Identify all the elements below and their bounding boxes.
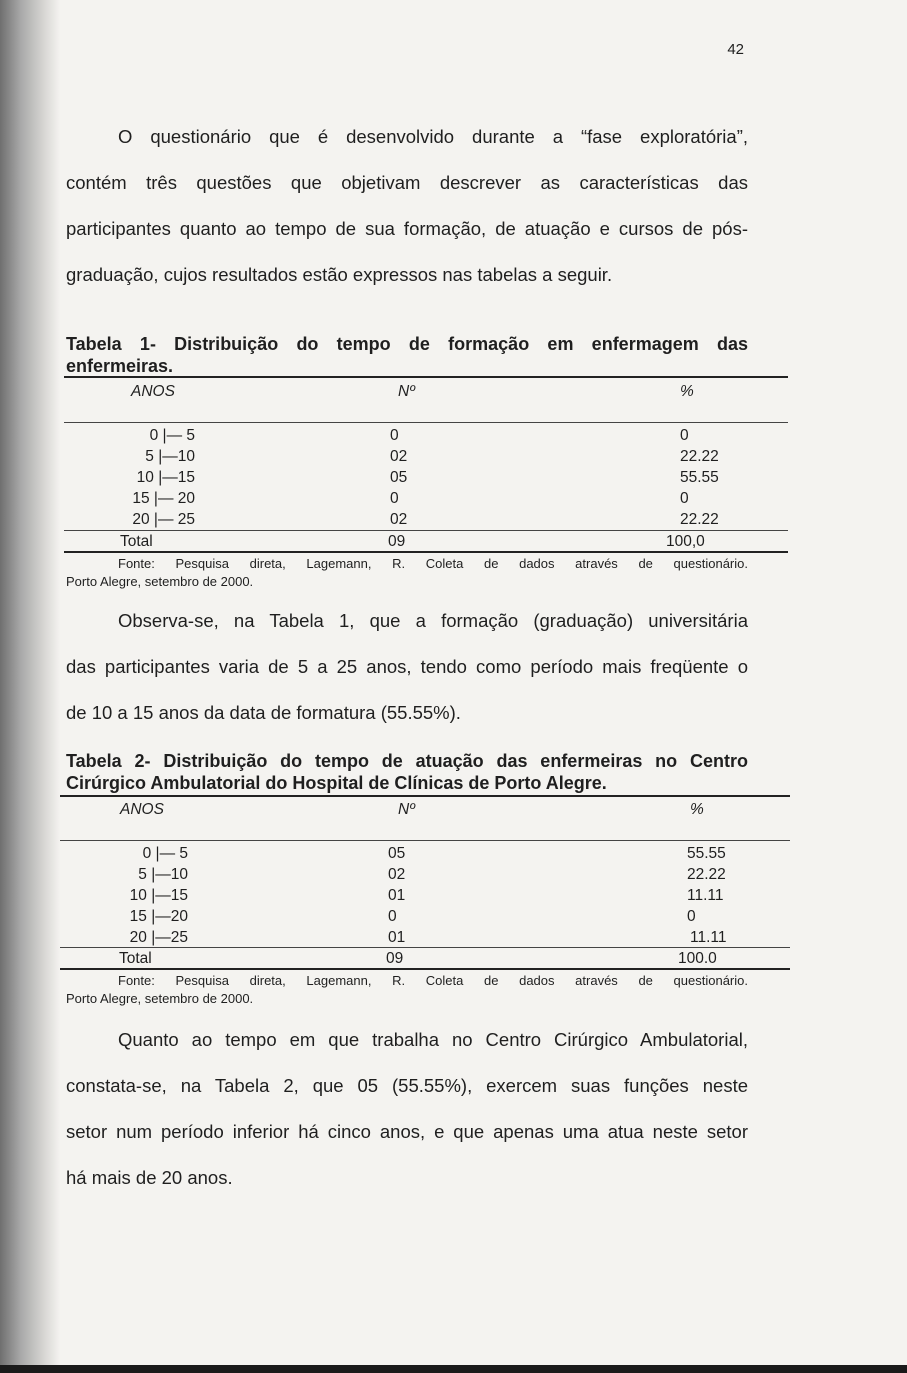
table2-cell-pct: 11.11 [687, 887, 724, 904]
table2-total-n: 09 [386, 950, 404, 967]
table1-total-label: Total [120, 533, 153, 550]
table1-header-rule [64, 422, 788, 423]
table1-cell-anos: 15 |— 20 [132, 490, 195, 507]
table2-source: Fonte: Pesquisa direta, Lagemann, R. Coleta de dados através de questionário. Porto Alegre, setembro de 2000. [66, 973, 748, 1006]
table2-cell-anos: 10 |—15 [129, 887, 188, 904]
paragraph-line: O questionário que é desenvolvido durante a “fase exploratória”, [118, 126, 748, 147]
table2-total-pct: 100.0 [678, 950, 717, 967]
table1-header-n: Nº [398, 383, 415, 400]
table1-title: Tabela 1- Distribuição do tempo de formação em enfermagem das enfermeiras. [66, 334, 748, 376]
table2-cell-n: 05 [388, 845, 406, 862]
table2-cell-n: 0 [388, 908, 397, 925]
paragraph-line: constata-se, na Tabela 2, que 05 (55.55%), exercem suas funções neste [66, 1075, 748, 1096]
paragraph-line: Observa-se, na Tabela 1, que a formação (graduação) universitária [118, 610, 748, 631]
table1-cell-anos: 5 |—10 [145, 448, 195, 465]
table1-header-pct: % [680, 383, 694, 400]
table1-cell-n: 05 [390, 469, 408, 486]
table2-bottom-rule [60, 968, 790, 970]
table1-header-anos: ANOS [131, 383, 175, 400]
analysis-paragraph-2 [66, 1017, 748, 1201]
table1-cell-pct: 55.55 [680, 469, 719, 486]
table2-cell-anos: 20 |—25 [129, 929, 188, 946]
paragraph-line: contém três questões que objetivam descrever as características das [66, 172, 748, 193]
table2-cell-anos: 5 |—10 [138, 866, 188, 883]
table2-cell-pct: 11.11 [690, 929, 727, 946]
table2-cell-n: 01 [388, 929, 406, 946]
table2-header-n: Nº [398, 801, 415, 818]
table2-total-label: Total [119, 950, 152, 967]
table1-total-n: 09 [388, 533, 406, 550]
table1-top-rule [64, 376, 788, 378]
page-number: 42 [727, 41, 744, 58]
table1-cell-anos: 0 |— 5 [149, 427, 195, 444]
table2-header-anos: ANOS [120, 801, 164, 818]
table1-cell-n: 02 [390, 511, 408, 528]
paragraph-line: setor num período inferior há cinco anos, e que apenas uma atua neste setor [66, 1121, 748, 1142]
table1-source: Fonte: Pesquisa direta, Lagemann, R. Coleta de dados através de questionário. Porto Alegre, setembro de 2000. [66, 556, 748, 589]
table2-header-rule [60, 840, 790, 841]
binding-shadow [0, 0, 60, 1373]
table1-cell-pct: 22.22 [680, 511, 719, 528]
table2-title: Tabela 2- Distribuição do tempo de atuação das enfermeiras no Centro Cirúrgico Ambulatorial do Hospital de Clínicas de Porto Alegre. [66, 751, 748, 793]
table1-cell-anos: 20 |— 25 [132, 511, 195, 528]
table2-cell-n: 02 [388, 866, 406, 883]
paragraph-line: graduação, cujos resultados estão expressos nas tabelas a seguir. [66, 264, 613, 285]
page-bottom-edge [0, 1365, 907, 1373]
table2-top-rule [60, 795, 790, 797]
analysis-paragraph-1 [66, 598, 748, 736]
table2-cell-anos: 0 |— 5 [142, 845, 188, 862]
table1-bottom-rule [64, 551, 788, 553]
table2-cell-anos: 15 |—20 [129, 908, 188, 925]
table1-cell-n: 0 [390, 427, 399, 444]
intro-paragraph [66, 114, 748, 298]
paragraph-line: Quanto ao tempo em que trabalha no Centro Cirúrgico Ambulatorial, [118, 1029, 748, 1050]
table2-cell-n: 01 [388, 887, 406, 904]
paragraph-line: há mais de 20 anos. [66, 1167, 233, 1188]
table1-cell-pct: 22.22 [680, 448, 719, 465]
table1-total-pct: 100,0 [666, 533, 705, 550]
table1-cell-pct: 0 [680, 427, 689, 444]
table1-cell-anos: 10 |—15 [136, 469, 195, 486]
table2-header-pct: % [690, 801, 704, 818]
table2-cell-pct: 22.22 [687, 866, 726, 883]
table1-cell-pct: 0 [680, 490, 689, 507]
table2-cell-pct: 55.55 [687, 845, 726, 862]
table2-cell-pct: 0 [687, 908, 696, 925]
paragraph-line: das participantes varia de 5 a 25 anos, tendo como período mais freqüente o [66, 656, 748, 677]
table1-cell-n: 0 [390, 490, 399, 507]
paragraph-line: de 10 a 15 anos da data de formatura (55.55%). [66, 702, 461, 723]
table1-cell-n: 02 [390, 448, 408, 465]
paragraph-line: participantes quanto ao tempo de sua formação, de atuação e cursos de pós- [66, 218, 748, 239]
